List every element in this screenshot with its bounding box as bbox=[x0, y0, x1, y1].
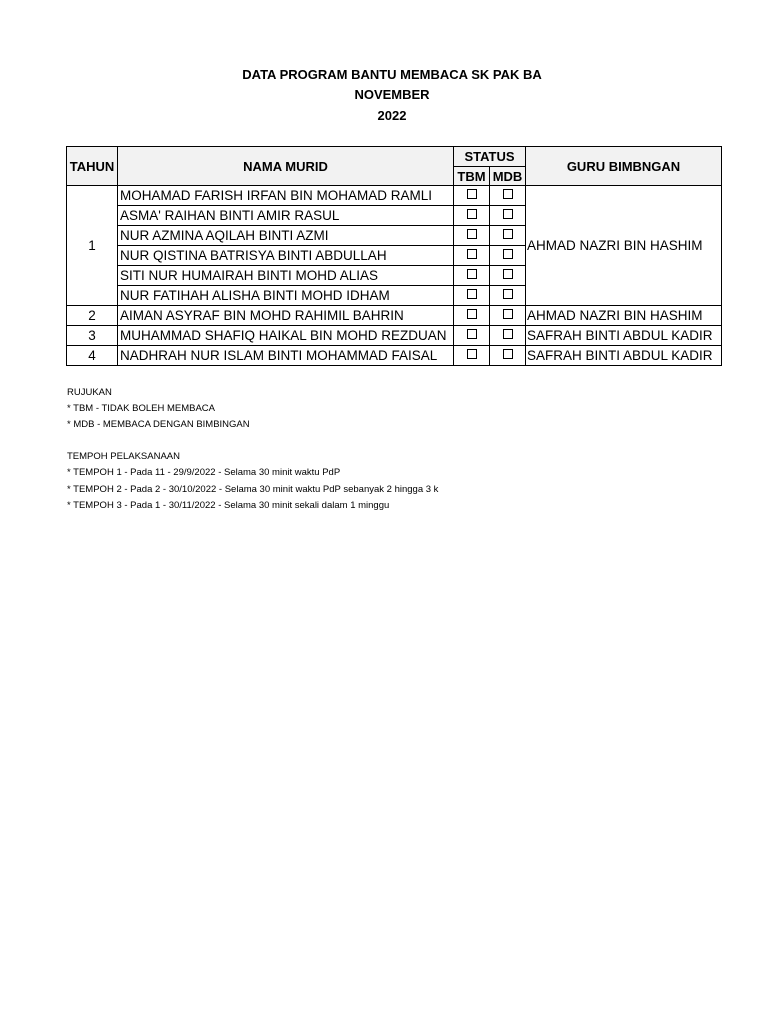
tbm-checkbox[interactable] bbox=[467, 229, 477, 239]
rujukan-heading: RUJUKAN bbox=[67, 387, 112, 398]
header-mdb: MDB bbox=[490, 167, 526, 186]
tbm-checkbox[interactable] bbox=[467, 249, 477, 259]
mdb-checkbox[interactable] bbox=[503, 309, 513, 319]
table-row bbox=[67, 326, 722, 346]
table-row bbox=[67, 346, 722, 366]
guru-cell: AHMAD NAZRI BIN HASHIM bbox=[526, 186, 722, 306]
mdb-checkbox-cell[interactable] bbox=[490, 266, 526, 286]
header-nama-murid: NAMA MURID bbox=[118, 147, 454, 186]
table-row bbox=[67, 186, 722, 206]
header-status: STATUS bbox=[454, 147, 526, 167]
table-row bbox=[67, 306, 722, 326]
student-name: NUR AZMINA AQILAH BINTI AZMI bbox=[118, 226, 454, 246]
header-tahun: TAHUN bbox=[67, 147, 118, 186]
guru-cell: AHMAD NAZRI BIN HASHIM bbox=[526, 306, 722, 326]
mdb-checkbox[interactable] bbox=[503, 349, 513, 359]
mdb-checkbox[interactable] bbox=[503, 249, 513, 259]
student-name: NADHRAH NUR ISLAM BINTI MOHAMMAD FAISAL bbox=[118, 346, 454, 366]
rujukan-item: * TBM - TIDAK BOLEH MEMBACA bbox=[67, 403, 215, 414]
student-table bbox=[66, 146, 722, 366]
mdb-checkbox-cell[interactable] bbox=[490, 306, 526, 326]
tbm-checkbox[interactable] bbox=[467, 309, 477, 319]
rujukan-item: * MDB - MEMBACA DENGAN BIMBINGAN bbox=[67, 419, 250, 430]
tahun-cell: 3 bbox=[67, 326, 118, 346]
guru-cell: SAFRAH BINTI ABDUL KADIR bbox=[526, 326, 722, 346]
tbm-checkbox[interactable] bbox=[467, 349, 477, 359]
mdb-checkbox[interactable] bbox=[503, 269, 513, 279]
mdb-checkbox-cell[interactable] bbox=[490, 206, 526, 226]
tempoh-item: * TEMPOH 3 - Pada 1 - 30/11/2022 - Selama 30 minit sekali dalam 1 minggu bbox=[67, 500, 390, 511]
header-guru-bimbingan: GURU BIMBNGAN bbox=[526, 147, 722, 186]
tbm-checkbox-cell[interactable] bbox=[454, 226, 490, 246]
mdb-checkbox[interactable] bbox=[503, 329, 513, 339]
mdb-checkbox-cell[interactable] bbox=[490, 186, 526, 206]
tbm-checkbox-cell[interactable] bbox=[454, 186, 490, 206]
tahun-cell: 1 bbox=[67, 186, 118, 306]
student-name: NUR FATIHAH ALISHA BINTI MOHD IDHAM bbox=[118, 286, 454, 306]
student-name: NUR QISTINA BATRISYA BINTI ABDULLAH bbox=[118, 246, 454, 266]
tempoh-heading: TEMPOH PELAKSANAAN bbox=[67, 451, 180, 462]
tbm-checkbox-cell[interactable] bbox=[454, 306, 490, 326]
mdb-checkbox[interactable] bbox=[503, 209, 513, 219]
tbm-checkbox[interactable] bbox=[467, 189, 477, 199]
student-name: MUHAMMAD SHAFIQ HAIKAL BIN MOHD REZDUAN bbox=[118, 326, 454, 346]
mdb-checkbox[interactable] bbox=[503, 289, 513, 299]
tbm-checkbox-cell[interactable] bbox=[454, 266, 490, 286]
tahun-cell: 4 bbox=[67, 346, 118, 366]
mdb-checkbox-cell[interactable] bbox=[490, 226, 526, 246]
student-name: MOHAMAD FARISH IRFAN BIN MOHAMAD RAMLI bbox=[118, 186, 454, 206]
mdb-checkbox-cell[interactable] bbox=[490, 346, 526, 366]
document-year: 2022 bbox=[377, 108, 407, 123]
tbm-checkbox[interactable] bbox=[467, 329, 477, 339]
tbm-checkbox[interactable] bbox=[467, 289, 477, 299]
tbm-checkbox-cell[interactable] bbox=[454, 246, 490, 266]
mdb-checkbox[interactable] bbox=[503, 229, 513, 239]
tbm-checkbox[interactable] bbox=[467, 269, 477, 279]
tempoh-item: * TEMPOH 2 - Pada 2 - 30/10/2022 - Selama 30 minit waktu PdP sebanyak 2 hingga 3 k bbox=[67, 484, 439, 495]
student-name: AIMAN ASYRAF BIN MOHD RAHIMIL BAHRIN bbox=[118, 306, 454, 326]
document-month: NOVEMBER bbox=[354, 87, 430, 102]
mdb-checkbox-cell[interactable] bbox=[490, 286, 526, 306]
header-tbm: TBM bbox=[454, 167, 490, 186]
tbm-checkbox-cell[interactable] bbox=[454, 346, 490, 366]
mdb-checkbox-cell[interactable] bbox=[490, 326, 526, 346]
student-name: ASMA' RAIHAN BINTI AMIR RASUL bbox=[118, 206, 454, 226]
tbm-checkbox-cell[interactable] bbox=[454, 286, 490, 306]
tbm-checkbox-cell[interactable] bbox=[454, 326, 490, 346]
tahun-cell: 2 bbox=[67, 306, 118, 326]
tbm-checkbox[interactable] bbox=[467, 209, 477, 219]
student-name: SITI NUR HUMAIRAH BINTI MOHD ALIAS bbox=[118, 266, 454, 286]
document-title: DATA PROGRAM BANTU MEMBACA SK PAK BA bbox=[242, 67, 542, 82]
guru-cell: SAFRAH BINTI ABDUL KADIR bbox=[526, 346, 722, 366]
tempoh-item: * TEMPOH 1 - Pada 11 - 29/9/2022 - Selama 30 minit waktu PdP bbox=[67, 467, 341, 478]
mdb-checkbox-cell[interactable] bbox=[490, 246, 526, 266]
mdb-checkbox[interactable] bbox=[503, 189, 513, 199]
tbm-checkbox-cell[interactable] bbox=[454, 206, 490, 226]
